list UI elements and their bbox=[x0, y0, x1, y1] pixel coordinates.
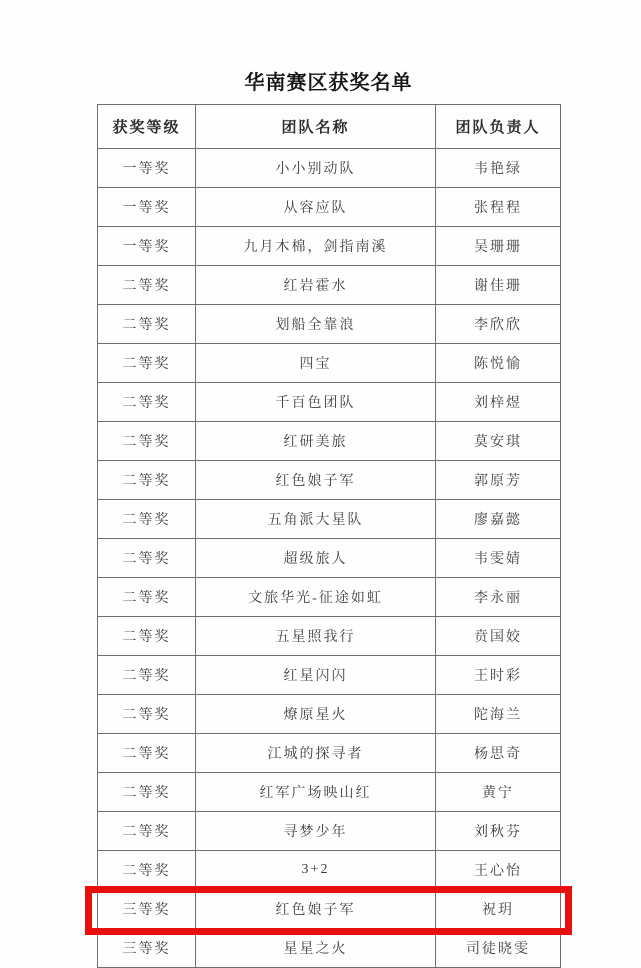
leader-cell: 李永丽 bbox=[436, 578, 561, 617]
team-name-cell: 3+2 bbox=[196, 851, 436, 890]
leader-cell: 王心怡 bbox=[436, 851, 561, 890]
award-level-cell: 二等奖 bbox=[98, 305, 196, 344]
leader-cell: 贲国姣 bbox=[436, 617, 561, 656]
team-name-cell: 从容应队 bbox=[196, 188, 436, 227]
table-row bbox=[98, 539, 561, 578]
team-name-cell: 红色娘子军 bbox=[196, 461, 436, 500]
award-level-cell: 二等奖 bbox=[98, 773, 196, 812]
award-level-cell: 一等奖 bbox=[98, 188, 196, 227]
table-row-highlighted bbox=[98, 890, 561, 929]
table-row bbox=[98, 695, 561, 734]
award-table bbox=[97, 104, 560, 968]
team-name-cell: 红军广场映山红 bbox=[196, 773, 436, 812]
leader-cell: 廖嘉懿 bbox=[436, 500, 561, 539]
header-team-name: 团队名称 bbox=[196, 105, 436, 149]
award-level-cell: 一等奖 bbox=[98, 227, 196, 266]
award-level-cell: 一等奖 bbox=[98, 149, 196, 188]
leader-cell: 陈悦愉 bbox=[436, 344, 561, 383]
table-row bbox=[98, 734, 561, 773]
award-level-cell: 二等奖 bbox=[98, 422, 196, 461]
team-name-cell: 红色娘子军 bbox=[196, 890, 436, 929]
table-row bbox=[98, 851, 561, 890]
header-team-leader: 团队负责人 bbox=[436, 105, 561, 149]
leader-cell: 谢佳珊 bbox=[436, 266, 561, 305]
award-level-cell: 二等奖 bbox=[98, 695, 196, 734]
team-name-cell: 划船全靠浪 bbox=[196, 305, 436, 344]
leader-cell: 陀海兰 bbox=[436, 695, 561, 734]
team-name-cell: 寻梦少年 bbox=[196, 812, 436, 851]
table-row bbox=[98, 227, 561, 266]
award-level-cell: 二等奖 bbox=[98, 539, 196, 578]
team-name-cell: 燎原星火 bbox=[196, 695, 436, 734]
award-level-cell: 二等奖 bbox=[98, 851, 196, 890]
award-level-cell: 二等奖 bbox=[98, 734, 196, 773]
award-level-cell: 二等奖 bbox=[98, 461, 196, 500]
award-level-cell: 二等奖 bbox=[98, 266, 196, 305]
team-name-cell: 五星照我行 bbox=[196, 617, 436, 656]
leader-cell: 张程程 bbox=[436, 188, 561, 227]
table-row bbox=[98, 929, 561, 968]
team-name-cell: 四宝 bbox=[196, 344, 436, 383]
table-row bbox=[98, 383, 561, 422]
team-name-cell: 超级旅人 bbox=[196, 539, 436, 578]
award-level-cell: 三等奖 bbox=[98, 929, 196, 968]
award-level-cell: 二等奖 bbox=[98, 500, 196, 539]
table-row bbox=[98, 812, 561, 851]
table-row bbox=[98, 422, 561, 461]
award-level-cell: 二等奖 bbox=[98, 344, 196, 383]
table-row bbox=[98, 344, 561, 383]
leader-cell: 司徒晓雯 bbox=[436, 929, 561, 968]
team-name-cell: 五角派大星队 bbox=[196, 500, 436, 539]
leader-cell: 王时彩 bbox=[436, 656, 561, 695]
award-level-cell: 二等奖 bbox=[98, 383, 196, 422]
table-body bbox=[98, 149, 561, 968]
team-name-cell: 红岩霍水 bbox=[196, 266, 436, 305]
table-header-row bbox=[98, 105, 561, 149]
table-row bbox=[98, 188, 561, 227]
table-row bbox=[98, 461, 561, 500]
team-name-cell: 红星闪闪 bbox=[196, 656, 436, 695]
team-name-cell: 星星之火 bbox=[196, 929, 436, 968]
team-name-cell: 红研美旅 bbox=[196, 422, 436, 461]
award-level-cell: 二等奖 bbox=[98, 578, 196, 617]
header-award-level: 获奖等级 bbox=[98, 105, 196, 149]
team-name-cell: 江城的探寻者 bbox=[196, 734, 436, 773]
leader-cell: 韦雯婧 bbox=[436, 539, 561, 578]
award-level-cell: 二等奖 bbox=[98, 812, 196, 851]
leader-cell: 祝玥 bbox=[436, 890, 561, 929]
table-row bbox=[98, 773, 561, 812]
table-row bbox=[98, 617, 561, 656]
team-name-cell: 九月木棉，剑指南溪 bbox=[196, 227, 436, 266]
leader-cell: 黄宁 bbox=[436, 773, 561, 812]
team-name-cell: 文旅华光-征途如虹 bbox=[196, 578, 436, 617]
leader-cell: 郭原芳 bbox=[436, 461, 561, 500]
table-row bbox=[98, 149, 561, 188]
table-row bbox=[98, 500, 561, 539]
leader-cell: 刘梓煜 bbox=[436, 383, 561, 422]
table-row bbox=[98, 578, 561, 617]
table-row bbox=[98, 266, 561, 305]
table-row bbox=[98, 656, 561, 695]
team-name-cell: 千百色团队 bbox=[196, 383, 436, 422]
award-level-cell: 二等奖 bbox=[98, 656, 196, 695]
leader-cell: 刘秋芬 bbox=[436, 812, 561, 851]
award-level-cell: 二等奖 bbox=[98, 617, 196, 656]
leader-cell: 吴珊珊 bbox=[436, 227, 561, 266]
leader-cell: 杨思奇 bbox=[436, 734, 561, 773]
table-row bbox=[98, 305, 561, 344]
leader-cell: 李欣欣 bbox=[436, 305, 561, 344]
team-name-cell: 小小别动队 bbox=[196, 149, 436, 188]
leader-cell: 莫安琪 bbox=[436, 422, 561, 461]
leader-cell: 韦艳绿 bbox=[436, 149, 561, 188]
page-title: 华南赛区获奖名单 bbox=[244, 72, 413, 94]
award-level-cell: 三等奖 bbox=[98, 890, 196, 929]
